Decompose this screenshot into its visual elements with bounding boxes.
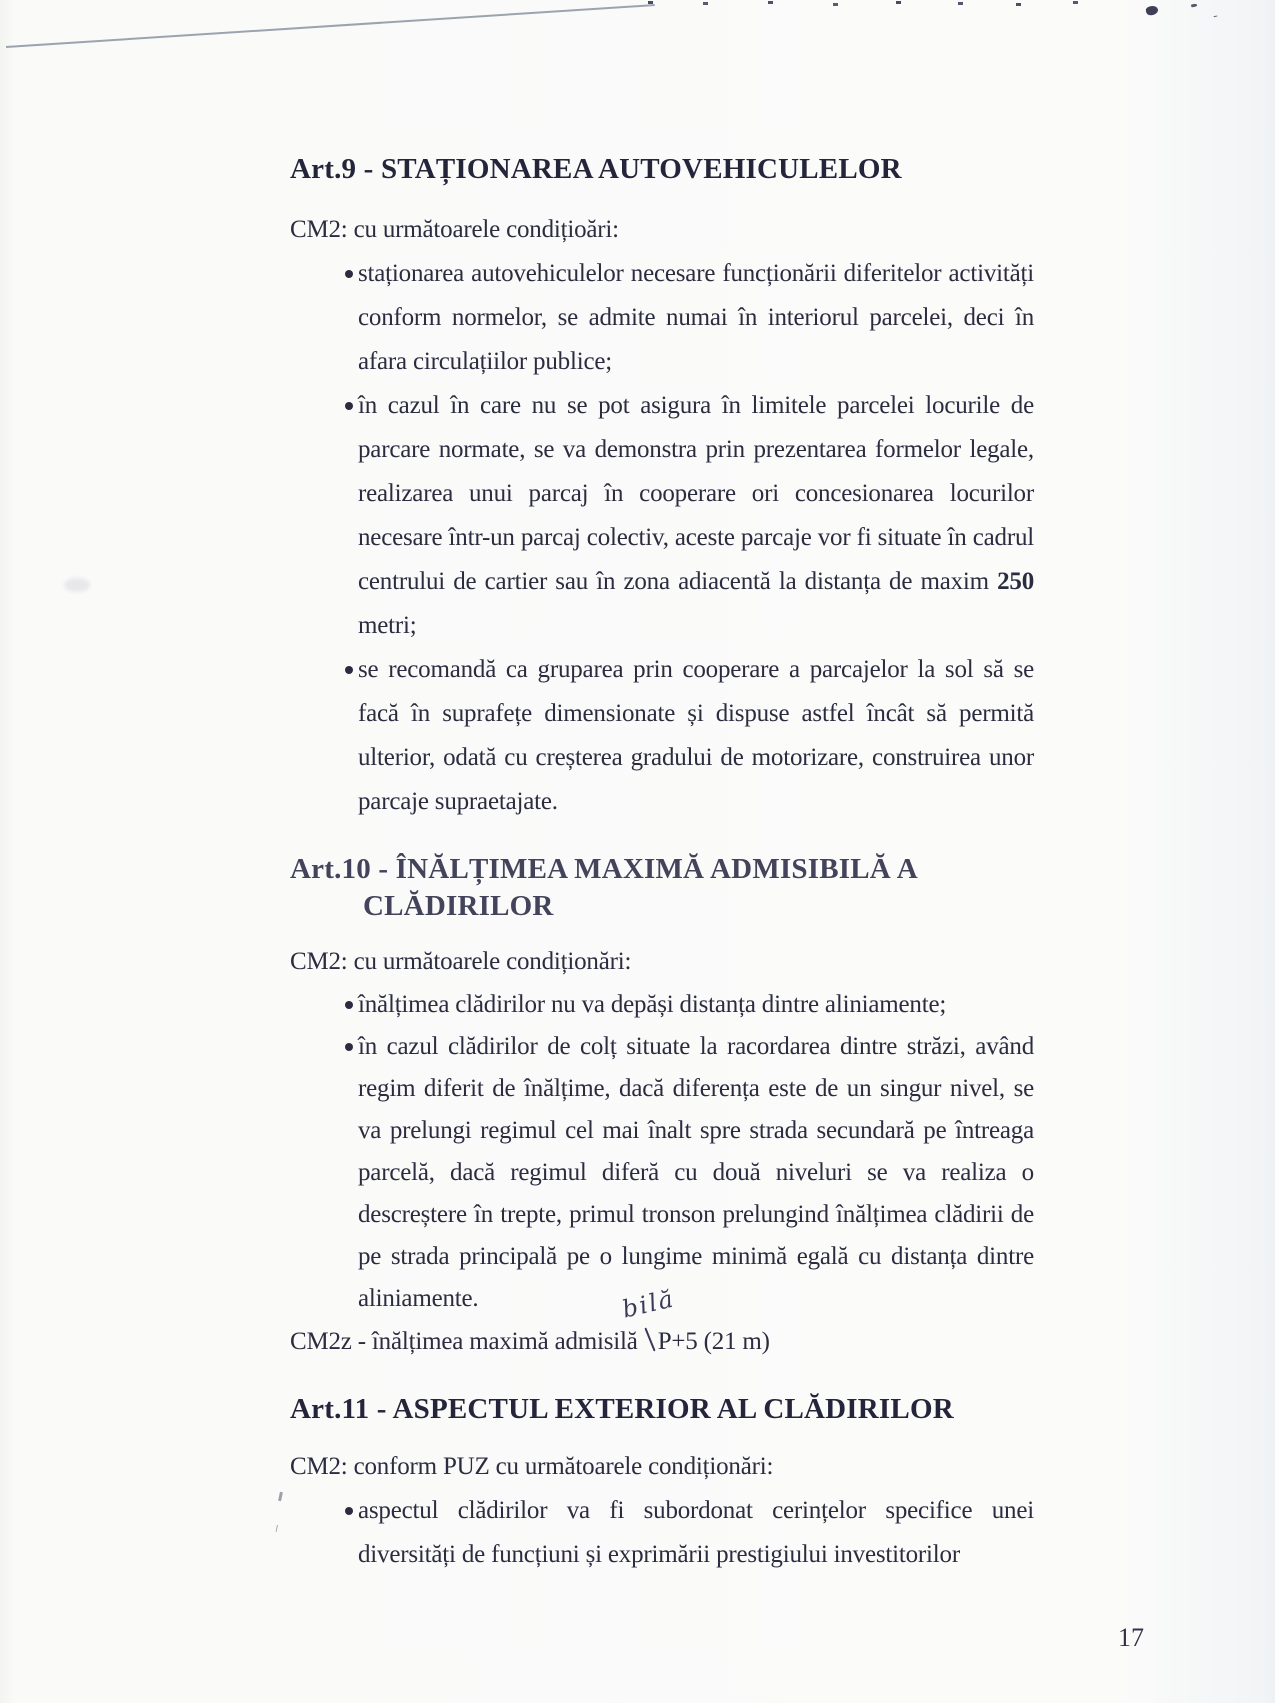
- scan-artifact-smudge: [64, 578, 90, 592]
- article10-heading: [290, 851, 1026, 925]
- scan-artifact-margin-tick: [278, 1492, 283, 1501]
- scan-artifact-line: [6, 4, 655, 48]
- list-item: [344, 984, 1034, 1026]
- bullet-text: [358, 384, 1034, 648]
- list-item: [344, 1026, 1034, 1320]
- bullet-text: în cazul clădirilor de colț situate la racordarea dintre străzi, având regim diferit de înălțime, dacă diferența este de un singur nivel, se va prelungi regimul cel mai înalt spre strada secundară pe întreaga parcelă, dacă regimul diferă cu două niveluri se va realiza o descreștere în trepte, primul tronson prelungind înălțimea clădirii de pe strada principală pe o lungime minimă egală cu distanța dintre aliniamente.: [358, 1033, 1034, 1312]
- article11-heading: Art.11 - ASPECTUL EXTERIOR AL CLĂDIRILOR: [290, 1393, 954, 1425]
- list-item: [344, 648, 1034, 824]
- article11-bullet-list: [344, 1489, 1034, 1577]
- bullet-icon: [345, 270, 353, 278]
- scan-artifact-corner-mark: [1145, 5, 1159, 17]
- handwritten-correction: bilă: [619, 1284, 678, 1324]
- bullet-icon: [345, 666, 353, 674]
- bullet-icon: [345, 1001, 353, 1009]
- bullet-icon: [345, 402, 353, 410]
- text-column: [290, 149, 1034, 1577]
- article11-intro: CM2: conform PUZ cu următoarele condiționări:: [290, 1453, 774, 1480]
- article9-intro: CM2: cu următoarele condițioări:: [290, 216, 619, 243]
- scan-artifact-specks: [648, 1, 653, 4]
- article10-intro: CM2: cu următoarele condiționări:: [290, 948, 632, 975]
- bullet-text: se recomandă ca gruparea prin cooperare a parcajelor la sol să se facă în suprafețe dimensionate și dispuse astfel încât să permită ulterior, odată cu creșterea gradului de motorizare, construirea unor parcaje supraetajate.: [358, 656, 1034, 815]
- list-item: [344, 1489, 1034, 1577]
- page-number: 17: [1118, 1623, 1144, 1652]
- cm2z-height-note: [290, 1320, 1026, 1364]
- article10-bullet-list: [344, 984, 1034, 1320]
- article10-heading-line2: CLĂDIRILOR: [363, 890, 554, 922]
- bullet-icon: [345, 1507, 353, 1515]
- bullet-text: înălțimea clădirilor nu va depăși distanța dintre aliniamente;: [358, 991, 947, 1018]
- list-item: [344, 384, 1034, 648]
- article10-heading-line1: Art.10 - ÎNĂLȚIMEA MAXIMĂ ADMISIBILĂ A: [290, 853, 918, 885]
- bullet-text-bold-distance: 250: [997, 568, 1034, 595]
- bullet-text: aspectul clădirilor va fi subordonat cerințelor specifice unei diversități de funcțiuni și exprimării prestigiului investitorilor: [358, 1497, 1034, 1568]
- bullet-text-after: metri;: [358, 612, 417, 639]
- bullet-text: staționarea autovehiculelor necesare funcționării diferitelor activități conform normelor, se admite numai în interiorul parcelei, deci în afara circulațiilor publice;: [358, 260, 1034, 375]
- cm2z-text-part3: P+5 (21 m): [657, 1328, 770, 1355]
- cm2z-text-part1: CM2z - înălțimea maximă admisi: [290, 1328, 621, 1355]
- article9-heading: Art.9 - STAȚIONAREA AUTOVEHICULELOR: [290, 153, 902, 185]
- bullet-text-before: în cazul în care nu se pot asigura în limitele parcelei locurile de parcare normate, se va demonstra prin prezentarea formelor legale, realizarea unui parcaj în cooperare ori concesionarea locurilor necesare într-un parcaj colectiv, aceste parcaje vor fi situate în cadrul centrului de cartier sau în zona adiacentă la distanța de maxim: [358, 392, 1034, 595]
- bullet-icon: [345, 1043, 353, 1051]
- article9-bullet-list: [344, 252, 1034, 824]
- cm2z-text-part2: lă: [620, 1328, 638, 1355]
- list-item: [344, 252, 1034, 384]
